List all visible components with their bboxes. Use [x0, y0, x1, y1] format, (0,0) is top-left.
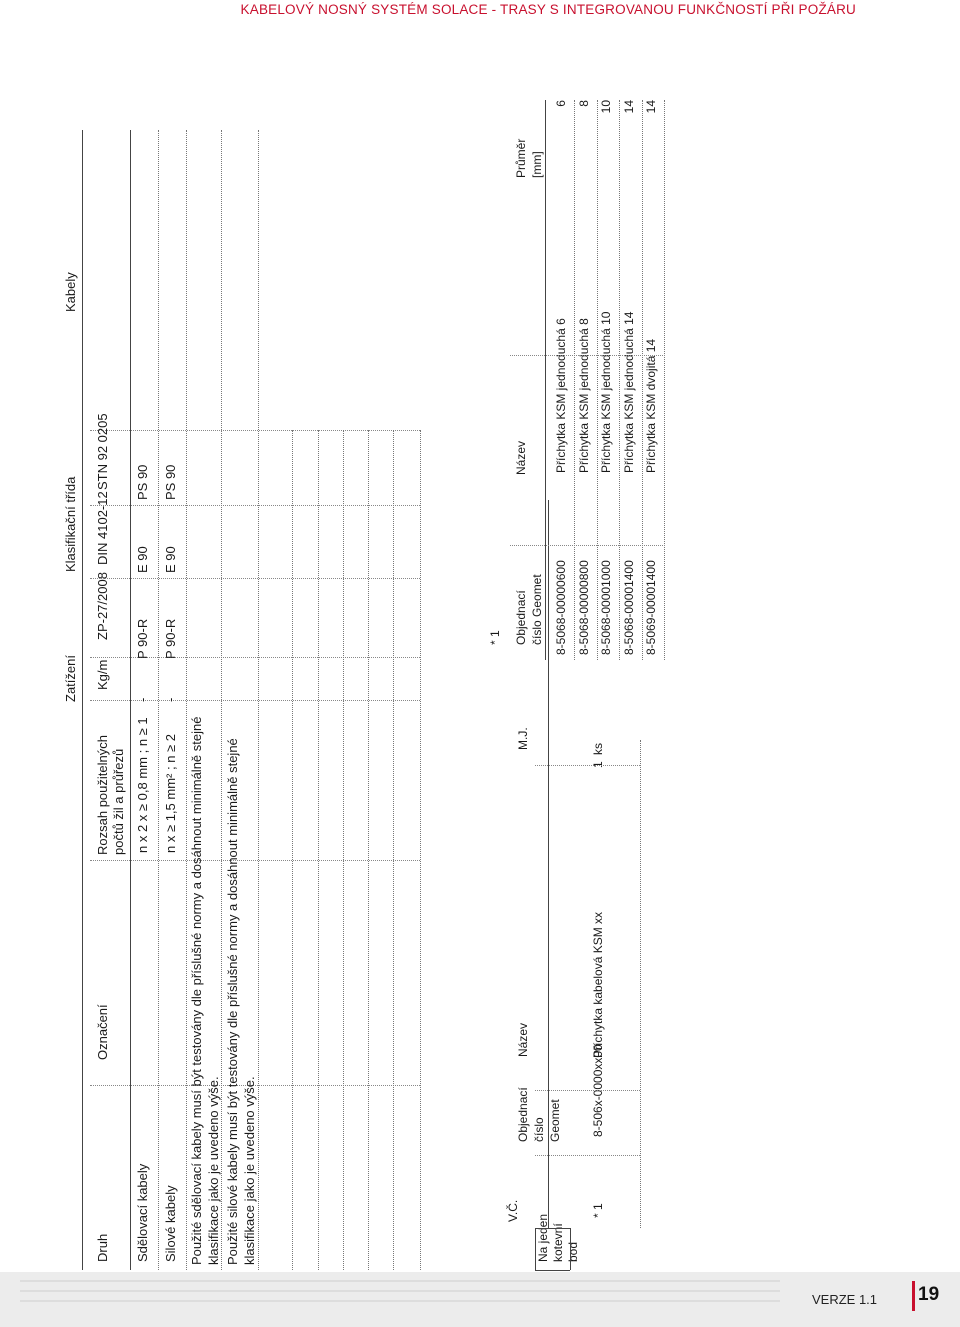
col-druh: Druh: [95, 1233, 110, 1262]
row-rule: [158, 130, 159, 1270]
variant-1-obj: 8-5068-00000800: [576, 560, 591, 655]
row-1-din: E 90: [163, 546, 178, 573]
variants-sep-2: [510, 355, 665, 356]
note-0: Použité sdělovací kabely musí být testovány dle příslušné normy a dosáhnout minimálně stejné klasifikace jako je uvedeno výše.: [189, 716, 221, 1265]
blank-rule-2: [343, 430, 344, 1270]
group-header-zatizeni: Zatížení: [63, 655, 78, 702]
variant-3-prumer: 14: [621, 100, 636, 114]
side-box-bottom: [535, 1270, 570, 1271]
variant-2-nazev: Příchytka KSM jednoduchá 10: [599, 311, 613, 473]
group-header-klasifikace: Klasifikační třída: [63, 476, 78, 572]
document-title: KABELOVÝ NOSNÝ SYSTÉM SOLACE - TRASY S INTEGROVANOU FUNKČNOSTÍ PŘI POŽÁRU: [240, 2, 856, 17]
decorative-pattern: [20, 1276, 780, 1306]
parts-sep-2: [535, 1090, 640, 1091]
variant-2-obj: 8-5068-00001000: [599, 560, 613, 655]
side-box-left: [535, 1228, 536, 1270]
part-qty: 1: [591, 761, 605, 768]
row-1-zp: P 90-R: [163, 618, 178, 659]
group-rule: [82, 130, 83, 1270]
variant-0-prumer: 6: [554, 100, 568, 107]
page-number: 19: [918, 1284, 940, 1305]
variants-sep-1: [510, 545, 665, 546]
variants-marker: * 1: [488, 630, 502, 645]
variant-4-obj: 8-5069-00001400: [644, 560, 658, 655]
row-1-stn: PS 90: [163, 464, 178, 500]
side-box-top: [535, 1228, 570, 1229]
note-rule: [258, 130, 259, 1270]
variant-3-nazev: Příchytka KSM jednoduchá 14: [621, 311, 636, 473]
part-vc: * 1: [591, 1203, 605, 1218]
vcol-obj: Objednací číslo Geomet: [514, 574, 544, 645]
col-vc: V.Č.: [506, 1199, 520, 1222]
sep-6: [90, 505, 420, 506]
sep-5: [90, 578, 420, 579]
parts-sep-3: [535, 765, 640, 766]
variant-3-obj: 8-5068-00001400: [621, 560, 636, 655]
row-1-kgm: -: [163, 697, 178, 702]
sep-7: [90, 430, 420, 431]
row-0-din: E 90: [135, 546, 150, 573]
page-header: [0, 0, 960, 20]
col-mj: M.J.: [516, 727, 530, 750]
col-obj: Objednací číslo Geomet: [516, 1087, 562, 1142]
group-header-kabely: Kabely: [63, 272, 78, 312]
variants-header-rule: [545, 100, 546, 660]
row-0-rozsah: n x 2 x ≥ 0,8 mm ; n ≥ 1: [135, 717, 150, 853]
variant-4-nazev: Příchytka KSM dvojitá 14: [644, 338, 658, 473]
col-din: DIN 4102-12: [95, 491, 110, 565]
note-1: Použité silové kabely musí být testovány dle příslušné normy a dosáhnout minimálně stejné klasifikace jako je uvedeno výše.: [225, 738, 257, 1265]
col-zp: ZP-27/2008: [95, 572, 110, 640]
row-rule: [186, 130, 187, 1270]
blank-rule-4: [393, 430, 394, 1270]
variant-rule: [574, 100, 575, 660]
side-box-right: [570, 1228, 571, 1270]
variant-1-nazev: Příchytka KSM jednoduchá 8: [576, 318, 591, 473]
part-mj: ks: [591, 743, 605, 755]
variant-0-obj: 8-5068-00000600: [554, 560, 568, 655]
variant-rule: [664, 100, 665, 660]
vcol-prumer: Průměr [mm]: [514, 138, 544, 178]
row-0-druh: Sdělovací kabely: [135, 1163, 150, 1262]
col-kgm: Kg/m: [95, 659, 110, 690]
blank-rule-3: [368, 430, 369, 1270]
parts-header-rule: [548, 500, 549, 1228]
accent-bar: [912, 1281, 915, 1311]
vcol-nazev: Název: [514, 440, 528, 475]
blank-rule-5: [420, 430, 421, 1270]
note-rule: [221, 130, 222, 1270]
row-0-zp: P 90-R: [135, 618, 150, 659]
variant-4-prumer: 14: [644, 100, 658, 114]
variant-2-prumer: 10: [599, 100, 613, 114]
blank-rule-1: [318, 430, 319, 1270]
parts-sep-1: [535, 1155, 640, 1156]
version-label: VERZE 1.1: [812, 1292, 878, 1307]
variant-rule: [619, 100, 620, 660]
variant-1-prumer: 8: [576, 100, 591, 107]
row-0-stn: PS 90: [135, 464, 150, 500]
col-oznaceni: Označení: [95, 1004, 110, 1060]
part-nazev: Příchytka kabelová KSM xx: [591, 911, 605, 1058]
col-nazev: Název: [516, 1022, 530, 1057]
row-1-druh: Silové kabely: [163, 1185, 178, 1262]
col-rozsah: Rozsah použitelných počtů žil a průřezů: [95, 735, 126, 855]
row-0-kgm: -: [135, 697, 150, 702]
variant-0-nazev: Příchytka KSM jednoduchá 6: [554, 318, 568, 473]
parts-bottom: [640, 740, 641, 1228]
part-obj: 8-506x-0000xx00: [591, 1044, 605, 1137]
col-stn: STN 92 0205: [95, 413, 110, 490]
row-1-rozsah: n x ≥ 1,5 mm² ; n ≥ 2: [163, 733, 178, 853]
blank-rule-0: [292, 430, 293, 1270]
side-label: Na jeden kotevní bod: [536, 1213, 580, 1262]
